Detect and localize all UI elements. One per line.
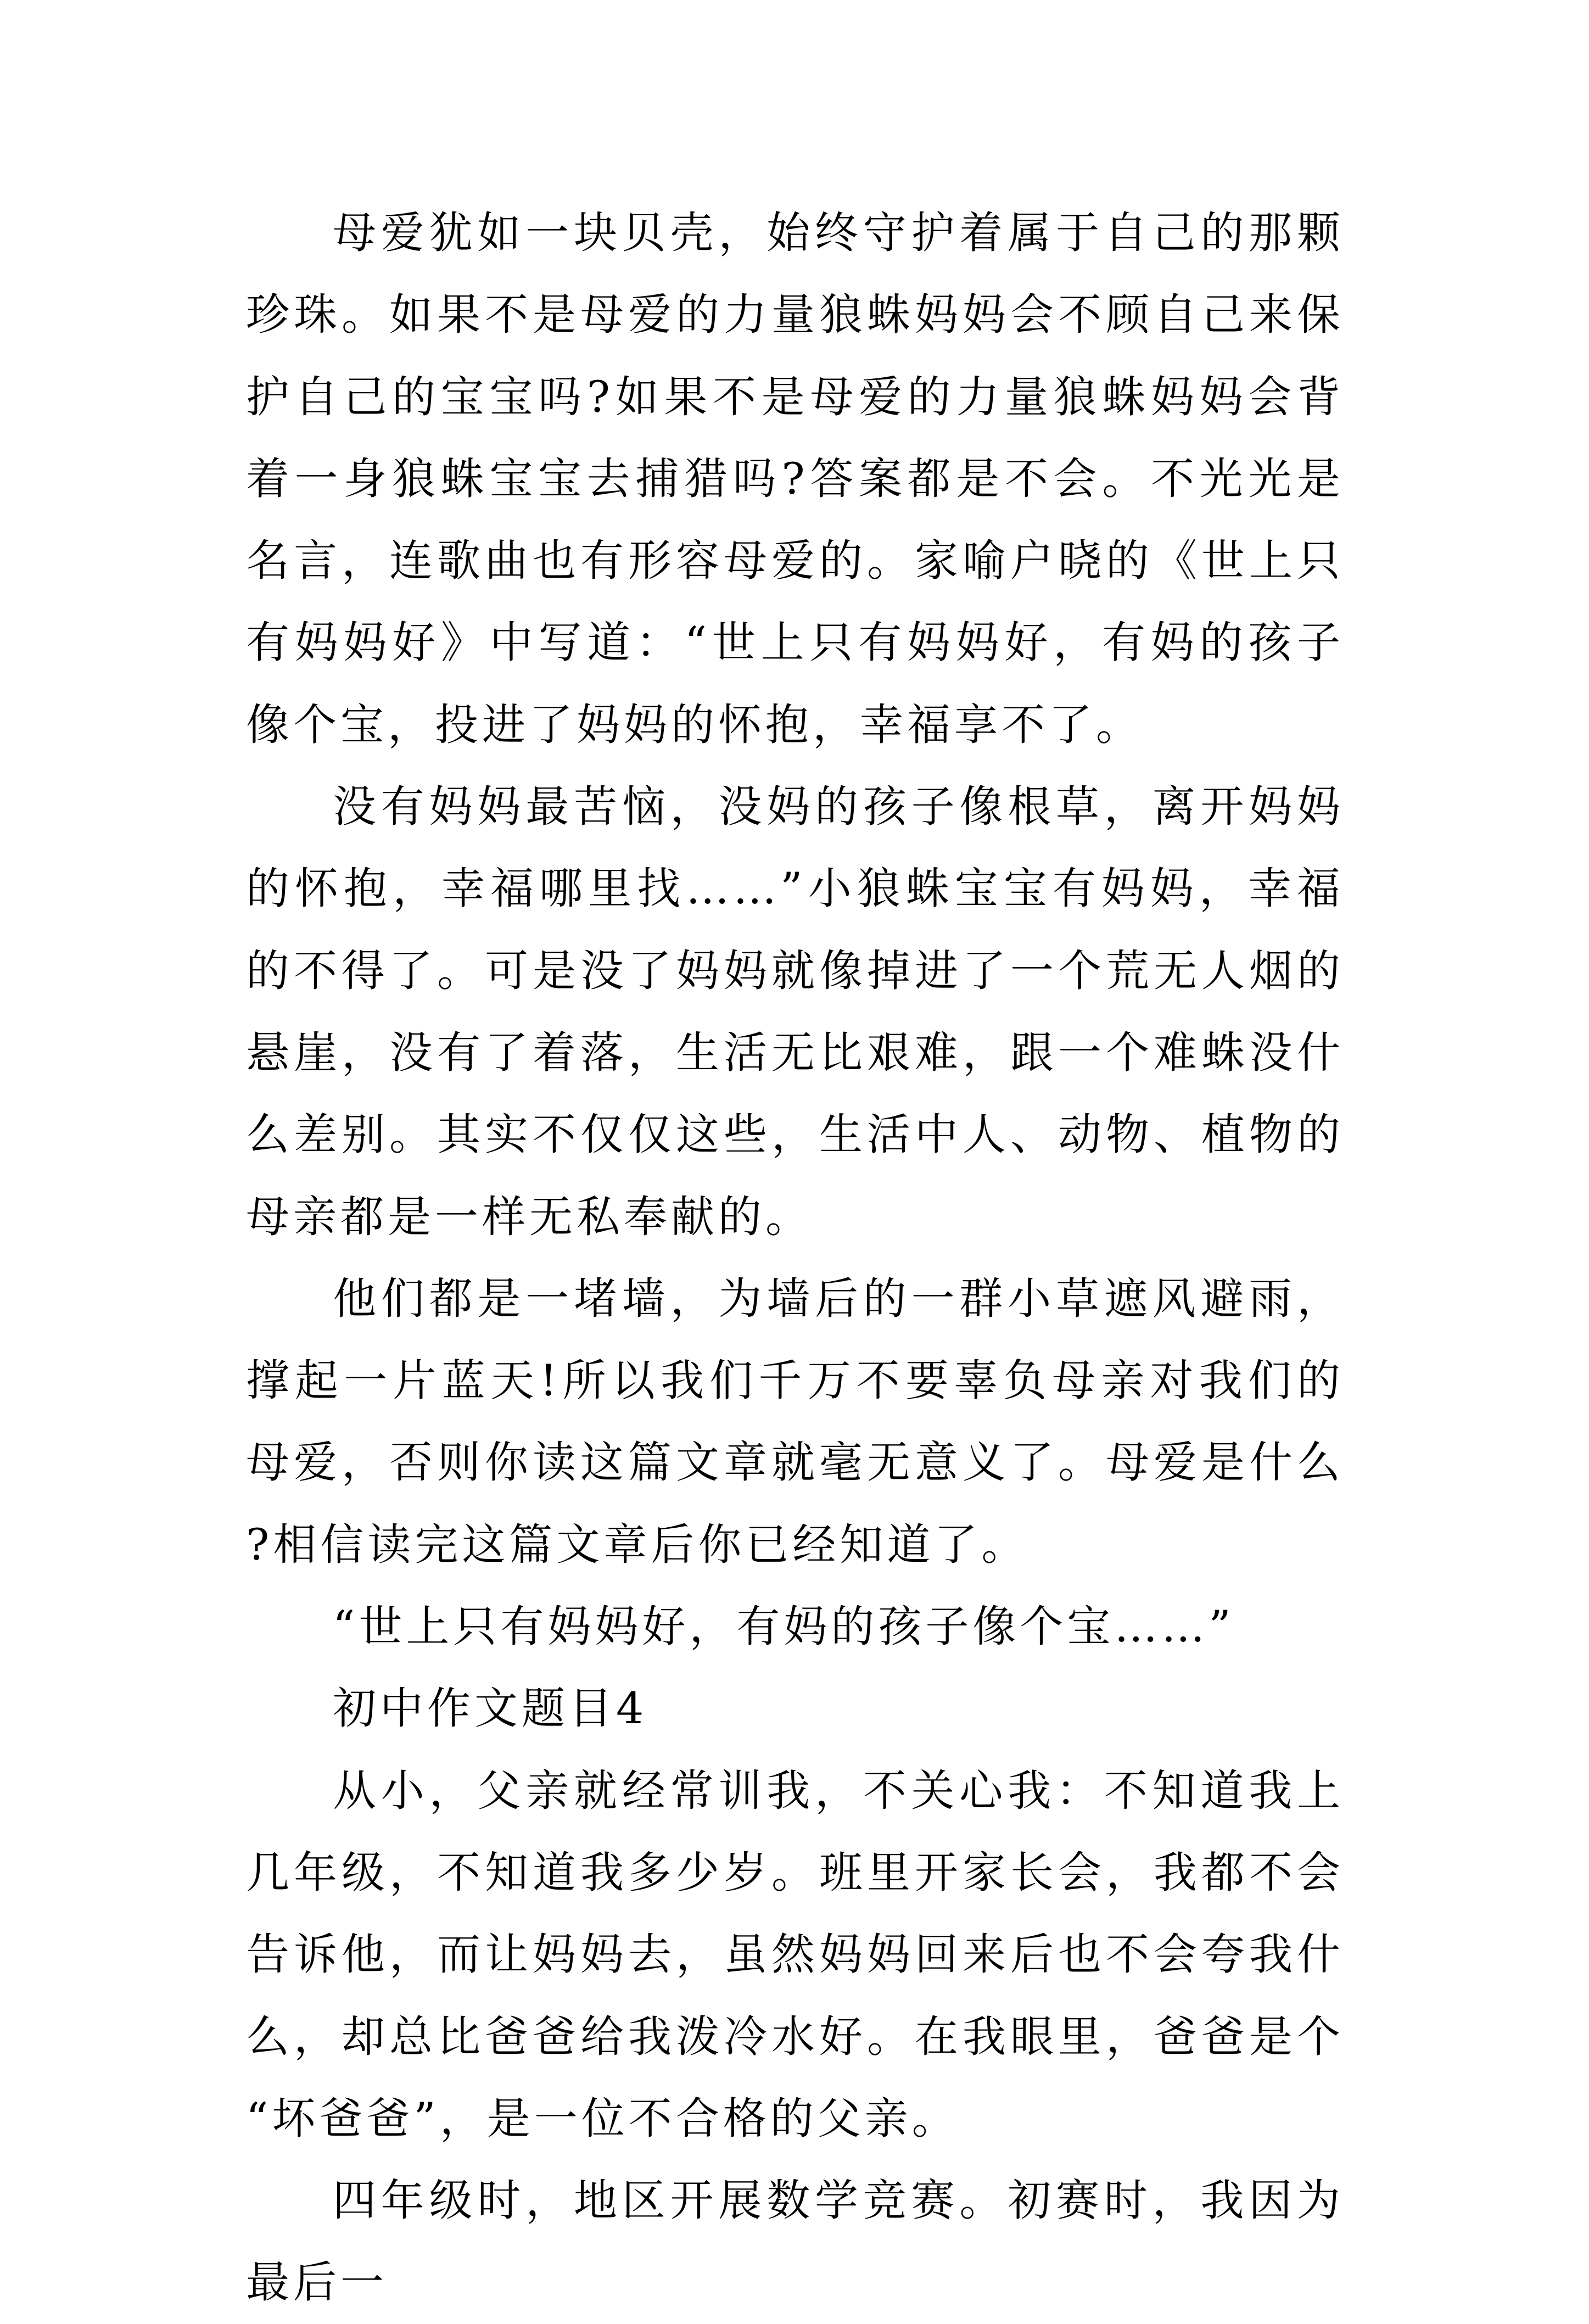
paragraph-no-mother: 没有妈妈最苦恼，没妈的孩子像根草，离开妈妈的怀抱，幸福哪里找……”小狼蛛宝宝有妈妈，幸福的不得了。可是没了妈妈就像掉进了一个荒无人烟的悬崖，没有了着落，生活无比艰难，跟一个难蛛没什么差别。其实不仅仅这些，生活中人、动物、植物的母亲都是一样无私奉献的。 [246,781,1344,1242]
document-body [246,192,1344,2324]
paragraph-father: 从小，父亲就经常训我，不关心我：不知道我上几年级，不知道我多少岁。班里开家长会，我都不会告诉他，而让妈妈去，虽然妈妈回来后也不会夸我什么，却总比爸爸给我泼冷水好。在我眼里，爸爸是个“坏爸爸”，是一位不合格的父亲。 [246,1765,1344,2144]
paragraph-math-contest: 四年级时，地区开展数学竞赛。初赛时，我因为最后一 [246,2175,1344,2308]
section-heading: 初中作文题目4 [333,1683,648,1734]
paragraph-wall: 他们都是一堵墙，为墙后的一群小草遮风避雨，撑起一片蓝天!所以我们千万不要辜负母亲对我们的母爱，否则你读这篇文章就毫无意义了。母爱是什么?相信读完这篇文章后你已经知道了。 [246,1273,1344,1570]
paragraph-mother-love-shell: 母爱犹如一块贝壳，始终守护着属于自己的那颗珍珠。如果不是母爱的力量狼蛛妈妈会不顾自己来保护自己的宝宝吗?如果不是母爱的力量狼蛛妈妈会背着一身狼蛛宝宝去捕猎吗?答案都是不会。不光光是名言，连歌曲也有形容母爱的。家喻户晓的《世上只有妈妈好》中写道：“世上只有妈妈好，有妈的孩子像个宝，投进了妈妈的怀抱，幸福享不了。 [246,208,1344,750]
paragraph-song-quote: “世上只有妈妈好，有妈的孩子像个宝……” [333,1601,1235,1652]
